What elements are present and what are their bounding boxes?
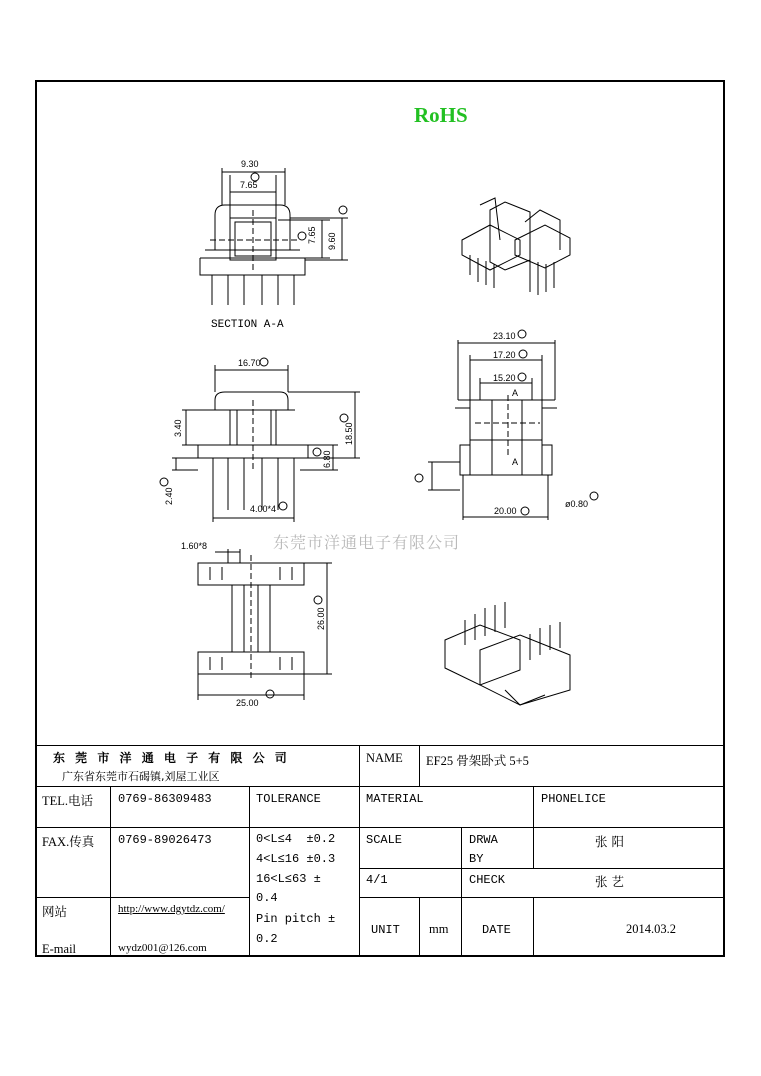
dim-765-h: 7.65 (240, 180, 258, 190)
dim-340: 3.40 (173, 419, 183, 437)
dim-1670: 16.70 (238, 358, 261, 368)
company-name: 东 莞 市 洋 通 电 子 有 限 公 司 (53, 751, 290, 765)
dim-680: 6.80 (322, 450, 332, 468)
email-label: E-mail (42, 942, 77, 956)
fax-value: 0769-89026473 (118, 833, 212, 847)
dim-1850: 18.50 (344, 422, 354, 445)
check-value: 张 艺 (595, 874, 624, 889)
dim-765-v: 7.65 (307, 226, 317, 244)
dim-240: 2.40 (164, 487, 174, 505)
tolerance-line-4-value: 0.2 (256, 932, 278, 946)
bottom-view (198, 549, 332, 700)
tolerance-label: TOLERANCE (256, 792, 321, 806)
dim-2000: 20.00 (494, 506, 517, 516)
front-view (160, 358, 360, 522)
scale-value: 4/1 (366, 873, 388, 887)
name-label: NAME (366, 751, 403, 765)
dim-160x8: 1.60*8 (181, 541, 208, 551)
iso-view-bottom (445, 602, 570, 705)
dim-1520: 15.20 (493, 373, 516, 383)
name-value: EF25 骨架卧式 5+5 (426, 754, 529, 768)
tel-value: 0769-86309483 (118, 792, 212, 806)
fax-label: FAX.传真 (42, 835, 95, 849)
iso-view-top (462, 198, 570, 295)
dim-400x4: 4.00*4 (250, 504, 277, 514)
material-label: MATERIAL (366, 792, 424, 806)
section-label: SECTION A-A (211, 319, 284, 331)
dim-pin-dia: ø0.80 (565, 499, 589, 509)
phonelice-label: PHONELICE (541, 792, 606, 806)
date-value: 2014.03.2 (626, 922, 676, 936)
section-view (200, 168, 348, 305)
dim-2600: 26.00 (316, 607, 326, 630)
tolerance-line-3-value: 0.4 (256, 891, 278, 905)
drwa-label: DRWA (469, 833, 498, 847)
dim-2500: 25.00 (236, 698, 259, 708)
tel-label: TEL.电话 (42, 794, 94, 808)
website-link[interactable]: http://www.dgytdz.com/ (118, 903, 225, 915)
by-label: BY (469, 852, 484, 866)
check-label: CHECK (469, 873, 506, 887)
date-label: DATE (482, 923, 511, 937)
section-mark-a-bottom: A (512, 457, 519, 467)
drawn-by-value: 张 阳 (595, 834, 624, 849)
dim-930: 9.30 (241, 159, 259, 169)
dim-2310: 23.10 (493, 331, 516, 341)
section-mark-a-top: A (512, 388, 519, 398)
unit-value: mm (429, 922, 449, 936)
tolerance-line-3: 16<L≤63 ± (256, 872, 321, 886)
tolerance-line-4: Pin pitch ± (256, 912, 336, 926)
dim-1720: 17.20 (493, 350, 516, 360)
company-watermark: 东莞市洋通电子有限公司 (273, 533, 461, 552)
dim-960: 9.60 (327, 232, 337, 250)
website-label: 网站 (42, 905, 68, 919)
company-address: 广东省东莞市石碣镇,刘屋工业区 (62, 770, 220, 783)
email-value: wydz001@126.com (118, 942, 207, 954)
scale-label: SCALE (366, 833, 403, 847)
tolerance-line-2: 4<L≤16 ±0.3 (256, 852, 336, 866)
unit-label: UNIT (371, 923, 400, 937)
rohs-mark: RoHS (414, 103, 468, 127)
tolerance-line-1: 0<L≤4 ±0.2 (256, 832, 336, 846)
